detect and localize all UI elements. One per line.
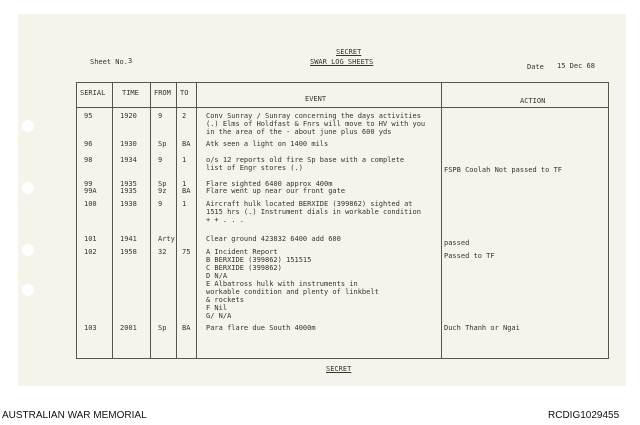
cell-event-line: B BERXIDE (399862) 151515 xyxy=(206,256,312,264)
col-header-serial: SERIAL xyxy=(80,89,106,97)
cell-serial: 96 xyxy=(84,140,93,148)
cell-serial: 103 xyxy=(84,324,97,332)
cell-serial: 99 xyxy=(84,180,93,188)
sheet-no-value: 3 xyxy=(128,57,133,65)
cell-event-line: (.) Elms of Holdfast & Fnrs will move to HV with you xyxy=(206,120,426,128)
classification-bottom: SECRET xyxy=(326,365,352,373)
cell-serial: 95 xyxy=(84,112,93,120)
punch-hole xyxy=(22,182,34,194)
cell-event-line: + + . . . xyxy=(206,216,244,224)
cell-serial: 99A xyxy=(84,187,97,195)
cell-from: Sp xyxy=(158,140,167,148)
cell-serial: 101 xyxy=(84,235,97,243)
cell-from: Sp xyxy=(158,180,167,188)
cell-time: 1935 xyxy=(120,187,137,195)
cell-event-line: workable condition and plenty of linkbelt xyxy=(206,288,379,296)
archive-id: RCDIG1029455 xyxy=(548,410,620,421)
col-rule xyxy=(196,82,197,359)
date-value: 15 Dec 68 xyxy=(557,62,595,70)
cell-from: Arty xyxy=(158,235,175,243)
log-title: SWAR LOG SHEETS xyxy=(310,58,374,66)
col-rule xyxy=(176,82,177,359)
col-header-to: TO xyxy=(180,89,189,97)
punch-hole xyxy=(22,284,34,296)
cell-time: 2001 xyxy=(120,324,137,332)
cell-serial: 98 xyxy=(84,156,93,164)
punch-hole xyxy=(22,244,34,256)
cell-to: 2 xyxy=(182,112,187,120)
cell-to: BA xyxy=(182,187,191,195)
col-header-event: EVENT xyxy=(305,95,327,103)
cell-from: 32 xyxy=(158,248,167,256)
header-rule xyxy=(196,107,609,108)
cell-serial: 102 xyxy=(84,248,97,256)
cell-from: 9 xyxy=(158,156,163,164)
col-header-time: TIME xyxy=(122,89,139,97)
cell-from: 9 xyxy=(158,200,163,208)
cell-time: 1958 xyxy=(120,248,137,256)
cell-time: 1935 xyxy=(120,180,137,188)
cell-time: 1930 xyxy=(120,140,137,148)
archive-credit: AUSTRALIAN WAR MEMORIAL xyxy=(2,410,147,421)
cell-event-line: A Incident Report xyxy=(206,248,278,256)
cell-event-line: F Nil xyxy=(206,304,228,312)
col-header-from: FROM xyxy=(154,89,171,97)
cell-event-line: E Albatross hulk with instruments in xyxy=(206,280,358,288)
cell-to: 75 xyxy=(182,248,191,256)
cell-event-line: Conv Sunray / Sunray concerning the days activities xyxy=(206,112,421,120)
punch-hole xyxy=(22,120,34,132)
classification-top: SECRET xyxy=(336,48,362,56)
cell-event-line: C BERXIDE (399862) xyxy=(206,264,282,272)
col-rule xyxy=(441,82,442,359)
cell-event-line: in the area of the - about june plus 600 yds xyxy=(206,128,392,136)
cell-from: Sp xyxy=(158,324,167,332)
col-rule xyxy=(150,82,151,359)
cell-event-line: G/ N/A xyxy=(206,312,232,320)
cell-event-line: Flare went up near our front gate xyxy=(206,187,346,195)
cell-to: 1 xyxy=(182,156,187,164)
col-rule xyxy=(76,82,77,359)
cell-time: 1920 xyxy=(120,112,137,120)
cell-event-line: Flare sighted 6400 approx 400m xyxy=(206,180,333,188)
date-label: Date xyxy=(527,63,544,71)
col-rule xyxy=(608,82,609,359)
cell-to: BA xyxy=(182,324,191,332)
header-rule xyxy=(76,107,196,108)
cell-to: 1 xyxy=(182,180,187,188)
cell-action: FSPB Coolah Not passed to TF xyxy=(444,166,563,174)
cell-from: 9 xyxy=(158,112,163,120)
cell-event-line: o/s 12 reports old fire Sp base with a complete xyxy=(206,156,405,164)
sheet-no-label: Sheet No. xyxy=(90,58,128,66)
table-top-rule xyxy=(76,82,609,83)
cell-time: 1938 xyxy=(120,200,137,208)
cell-event-line: D N/A xyxy=(206,272,228,280)
col-header-action: ACTION xyxy=(520,97,546,105)
cell-serial: 100 xyxy=(84,200,97,208)
cell-to: BA xyxy=(182,140,191,148)
cell-time: 1934 xyxy=(120,156,137,164)
cell-event-line: & rockets xyxy=(206,296,244,304)
cell-event-line: 1515 hrs (.) Instrument dials in workable condition xyxy=(206,208,421,216)
cell-event-line: Clear ground 423832 6400 add 600 xyxy=(206,235,341,243)
cell-event-line: Para flare due South 4000m xyxy=(206,324,316,332)
cell-event-line: Aircraft hulk located BERXIDE (399862) sighted at xyxy=(206,200,413,208)
cell-to: 1 xyxy=(182,200,187,208)
col-rule xyxy=(112,82,113,359)
cell-action: Passed to TF xyxy=(444,252,495,260)
cell-event-line: list of Engr stores (.) xyxy=(206,164,303,172)
cell-event-line: Atk seen a light on 1400 mils xyxy=(206,140,329,148)
cell-action: Duch Thanh or Ngai xyxy=(444,324,520,332)
table-bottom-rule xyxy=(76,358,609,359)
cell-from: 9z xyxy=(158,187,167,195)
cell-time: 1941 xyxy=(120,235,137,243)
cell-action: passed xyxy=(444,239,470,247)
